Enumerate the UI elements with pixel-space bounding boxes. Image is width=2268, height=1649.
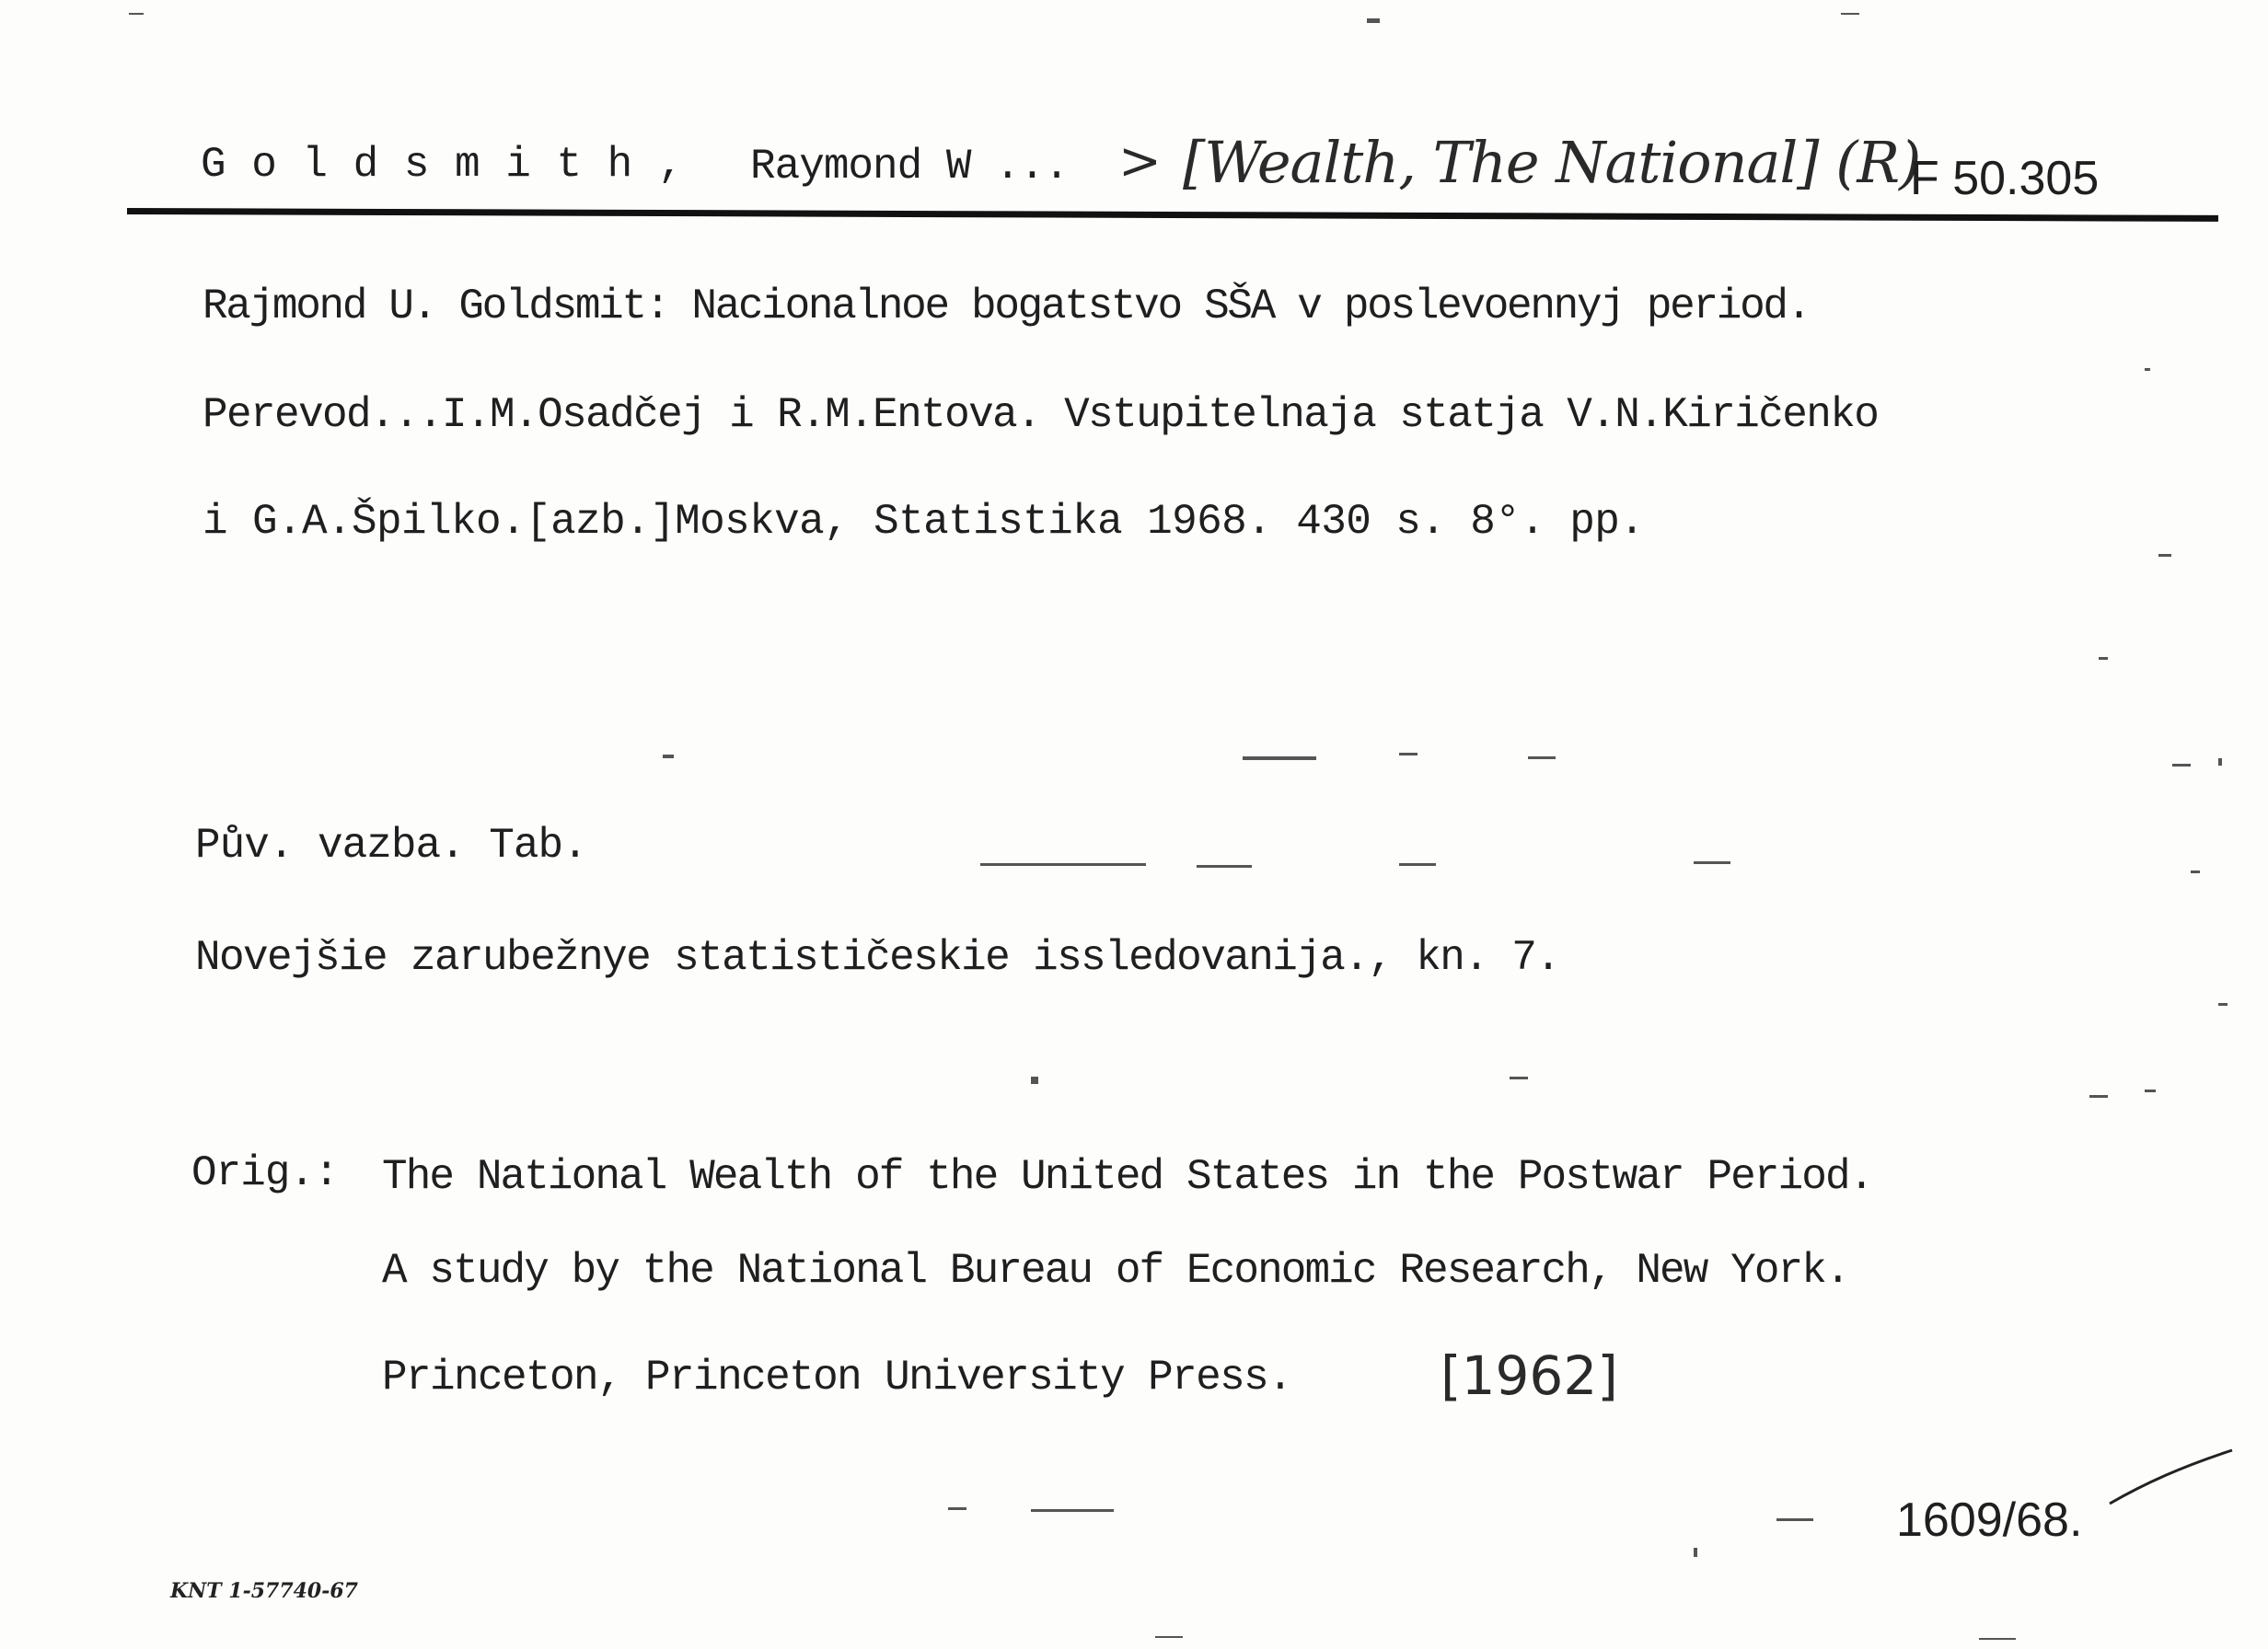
handwritten-uniform-title: [Wealth, The National] (R) [1183,129,1921,196]
original-line-1: The National Wealth of the United States in the Postwar Period. [382,1153,1873,1201]
series-note: Novejšie zarubežnye statističeskie issledovanija., kn. 7. [195,934,1560,982]
author-surname: G o l d s m i t h , [201,141,684,189]
title-line: Rajmond U. Goldsmit: Nacionalnoe bogatstvo SŠA v poslevoennyj period. [202,283,1811,330]
header-rule [127,208,2218,222]
form-code: KNT 1-57740-67 [170,1579,358,1603]
original-line-3: Princeton, Princeton University Press. [382,1354,1292,1401]
pen-stroke [2108,1447,2237,1511]
original-line-2: A study by the National Bureau of Economic Research, New York. [382,1247,1849,1295]
handwritten-arrow: > [1118,132,1162,191]
translator-line: Perevod...I.M.Osadčej i R.M.Entova. Vstupitelnaja statja V.N.Kiričenko [202,391,1879,439]
original-label: Orig.: [191,1149,339,1197]
imprint-line: i G.A.Špilko.[azb.]Moskva, Statistika 1968. 430 s. 8°. pp. [202,498,1645,546]
handwritten-year: [1962] [1441,1344,1618,1407]
binding-note: Pův. vazba. Tab. [195,822,587,870]
author-given-name: Raymond W ... [750,143,1069,190]
accession-number: 1609/68. [1896,1493,2083,1547]
call-number: F 50.305 [1910,152,2100,205]
